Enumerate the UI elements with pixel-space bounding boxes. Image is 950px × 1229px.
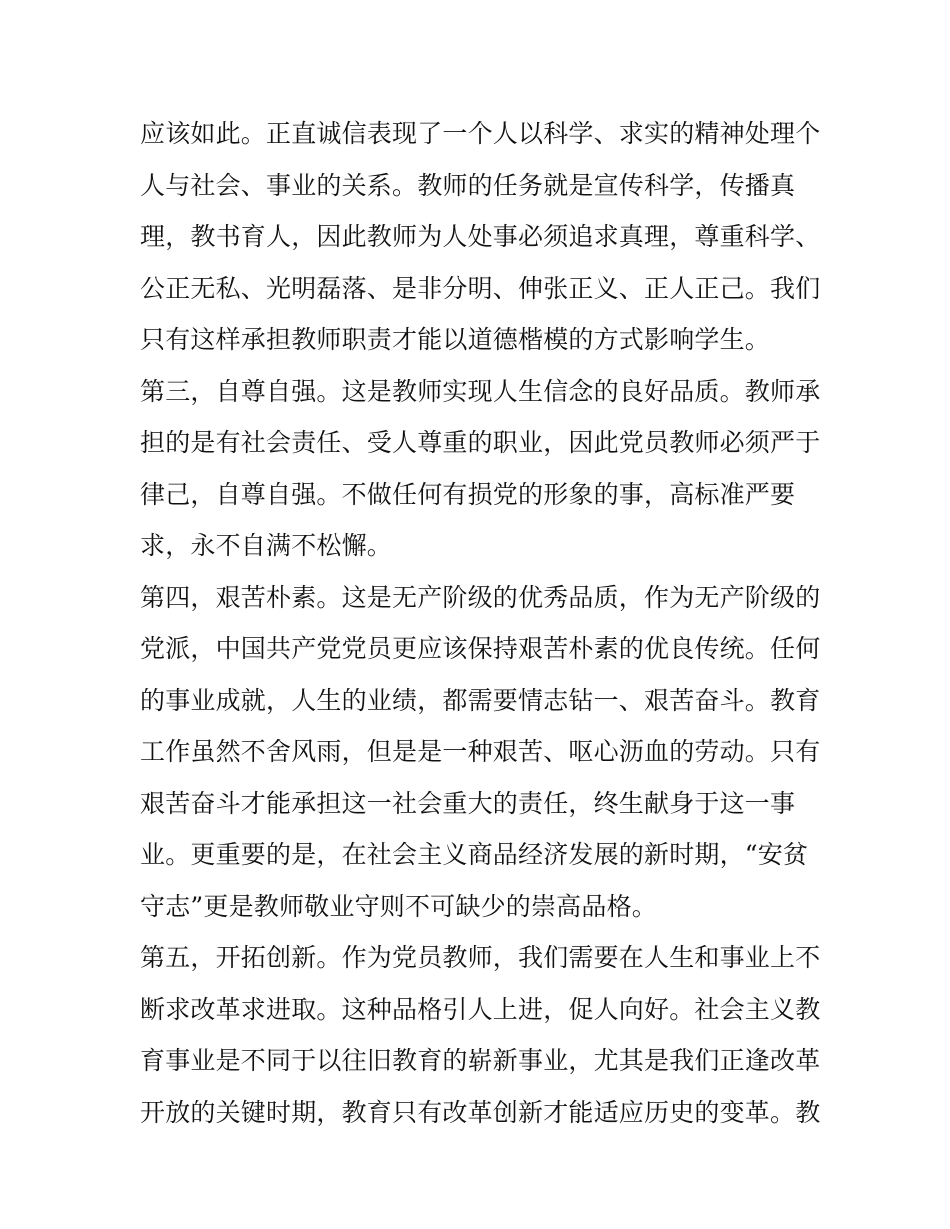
- text-line: 工作虽然不舍风雨，但是是一种艰苦、呕心沥血的劳动。只有: [140, 737, 821, 766]
- text-line: 断求改革求进取。这种品格引人上进，促人向好。社会主义教: [140, 994, 821, 1024]
- text-line: 党派，中国共产党党员更应该保持艰苦朴素的优良传统。任何: [140, 634, 821, 663]
- text-line: 律己，自尊自强。不做任何有损党的形象的事，高标准严要: [140, 479, 796, 509]
- text-line: 守志”更是教师敬业守则不可缺少的崇高品格。: [140, 891, 657, 921]
- text-line: 应该如此。正直诚信表现了一个人以科学、求实的精神处理个: [140, 119, 821, 148]
- text-line: 第四，艰苦朴素。这是无产阶级的优秀品质，作为无产阶级的: [140, 582, 821, 612]
- text-line: 艰苦奋斗才能承担这一社会重大的责任，终生献身于这一事: [140, 788, 796, 818]
- text-line: 只有这样承担教师职责才能以道德楷模的方式影响学生。: [140, 325, 771, 354]
- text-line: 的事业成就，人生的业绩，都需要情志钻一、艰苦奋斗。教育: [140, 685, 821, 715]
- text-line: 理，教书育人，因此教师为人处事必须追求真理，尊重科学、: [140, 222, 821, 251]
- text-line: 开放的关键时期，教育只有改革创新才能适应历史的变革。教: [140, 1097, 821, 1127]
- text-line: 育事业是不同于以往旧教育的崭新事业，尤其是我们正逢改革: [140, 1046, 821, 1075]
- text-line: 公正无私、光明磊落、是非分明、伸张正义、正人正己。我们: [140, 273, 821, 303]
- text-line: 第三，自尊自强。这是教师实现人生信念的良好品质。教师承: [140, 376, 821, 406]
- text-line: 求，永不自满不松懈。: [140, 531, 393, 560]
- text-line: 担的是有社会责任、受人尊重的职业，因此党员教师必须严于: [140, 428, 821, 457]
- text-line: 第五，开拓创新。作为党员教师，我们需要在人生和事业上不: [140, 943, 821, 972]
- body-text: [140, 108, 820, 1138]
- text-line: 业。更重要的是，在社会主义商品经济发展的新时期，“安贫: [140, 840, 809, 869]
- text-line: 人与社会、事业的关系。教师的任务就是宣传科学，传播真: [140, 170, 796, 200]
